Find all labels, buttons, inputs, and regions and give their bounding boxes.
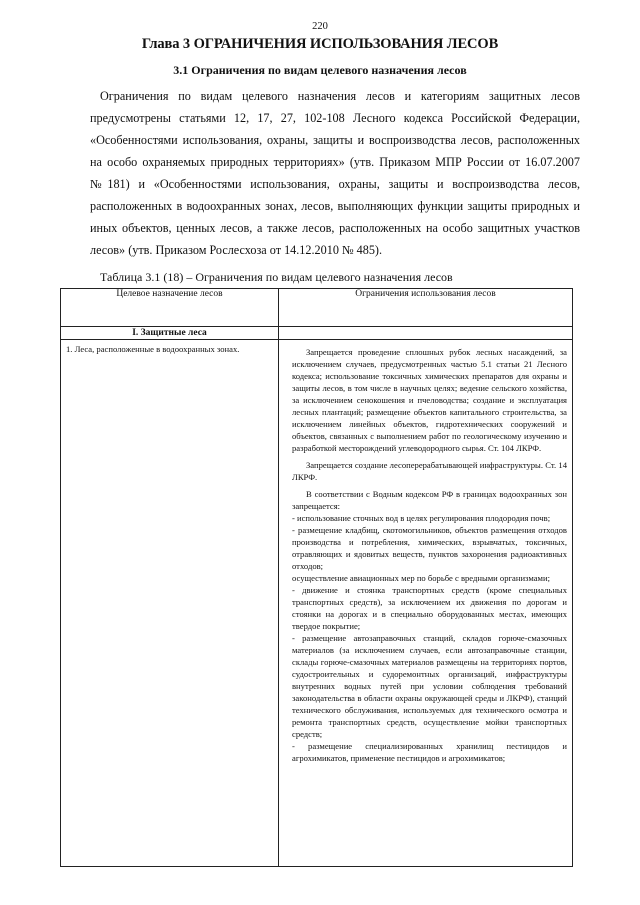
- group-cell-empty: [279, 327, 573, 340]
- purpose-text: 1. Леса, расположенные в водоохранных зонах.: [66, 344, 240, 354]
- section-title: 3.1 Ограничения по видам целевого назначения лесов: [173, 63, 467, 77]
- intro-paragraph: Ограничения по видам целевого назначения лесов и категориям защитных лесов предусмотрены статьями 12, 17, 27, 102-108 Лесного кодекса Российской Федерации, «Особенностями использования, охраны, защиты и воспроизводства лесов, расположенных на особо охраняемых природных территориях» (утв. Приказом МПР России от 16.07.2007 №181) и «Особенностями использования, охраны, защиты и воспроизводства лесов, расположенных в водоохранных зонах, лесов, выполняющих функции защиты природных и иных объектов, ценных лесов, а также лесов, расположенных на особо защитных участков лесов» (утв. Приказом Рослесхоза от 14.12.2010 № 485).: [90, 89, 580, 257]
- header-purpose: Целевое назначение лесов: [61, 289, 279, 327]
- list-item: - размещение автозаправочных станций, складов горюче-смазочных материалов (за исключением случаев, если автозаправочные станции, склады горюче-смазочных материалов размещены на территориях портов, судостроительных и судоремонтных организаций, инфраструктуры внутренних водных путей при условии соблюдения требований законодательства в области охраны окружающей среды и ЛКРФ), станций технического обслуживания, используемых для технического осмотра и ремонта транспортных средств, осуществление мойки транспортных средств;: [292, 633, 567, 739]
- group-row: [61, 327, 573, 340]
- restrictions-table: [60, 288, 573, 867]
- intro-text: [90, 85, 580, 261]
- group-cell: [61, 327, 279, 340]
- header-restrictions: Ограничения использования лесов: [279, 289, 573, 327]
- list-item: - размещение кладбищ, скотомогильников, объектов размещения отходов производства и потребления, химических, взрывчатых, токсичных, отравляющих и ядовитых веществ, пунктов захоронения радиоактивных отходов;: [292, 525, 567, 571]
- table-caption: Таблица 3.1 (18) – Ограничения по видам целевого назначения лесов: [100, 270, 453, 284]
- list-item: - использование сточных вод в целях регулирования плодородия почв;: [292, 513, 551, 523]
- restriction-paragraph: Запрещается создание лесоперерабатывающей инфраструктуры. Ст. 14 ЛКРФ.: [292, 460, 567, 482]
- restrictions-cell: [279, 340, 573, 867]
- list-item: осуществление авиационных мер по борьбе с вредными организмами;: [292, 573, 550, 583]
- table-header-row: [61, 289, 573, 327]
- restriction-paragraph: В соответствии с Водным кодексом РФ в границах водоохранных зон запрещается:: [292, 489, 567, 511]
- list-item: - движение и стоянка транспортных средств (кроме специальных транспортных средств), за исключением их движения по дорогам и стоянки на дорогах и в специально оборудованных местах, имеющих твердое покрытие;: [292, 585, 567, 631]
- list-item: - размещение специализированных хранилищ пестицидов и агрохимикатов, применение пестицидов и агрохимикатов;: [292, 741, 567, 763]
- page-number: 220: [312, 21, 328, 32]
- restriction-paragraph: Запрещается проведение сплошных рубок лесных насаждений, за исключением случаев, предусмотренных частью 5.1 статьи 21 Лесного кодекса; использование токсичных химических препаратов для охраны и защиты лесов, в том числе в научных целях; ведение сельского хозяйства, за исключением сенокошения и пчеловодства; создание и эксплуатация лесных плантаций; размещение объектов капитального строительства, за исключением линейных объектов, гидротехнических сооружений и объектов, связанных с выполнением работ по геологическому изучению и разработкой месторождений углеводородного сырья. Ст. 104 ЛКРФ.: [292, 347, 567, 453]
- chapter-title: Глава 3 ОГРАНИЧЕНИЯ ИСПОЛЬЗОВАНИЯ ЛЕСОВ: [141, 36, 499, 52]
- table-row: [61, 340, 573, 867]
- group-label: I. Защитные леса: [132, 328, 207, 338]
- purpose-cell: [61, 340, 279, 867]
